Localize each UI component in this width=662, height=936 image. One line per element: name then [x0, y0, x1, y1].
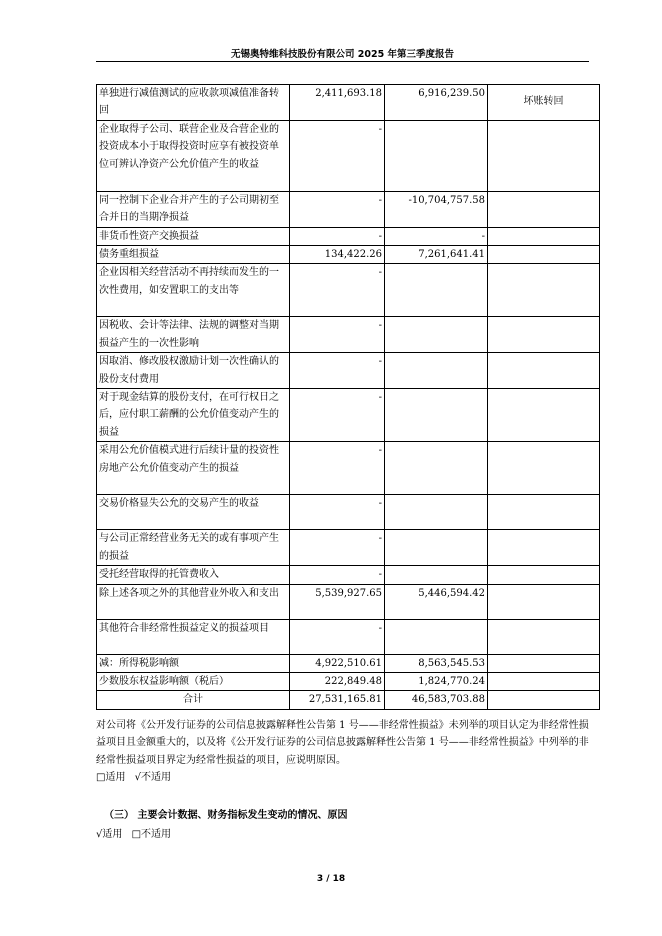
table-row: [97, 584, 600, 619]
table-row: [97, 246, 600, 264]
table-row: [97, 389, 600, 442]
row-note: 坏账转回: [523, 96, 564, 107]
row-note: [488, 495, 600, 530]
row-note: [488, 619, 600, 654]
row-note: [488, 191, 600, 227]
ytd-value: [385, 317, 488, 353]
table-row: [97, 619, 600, 654]
row-note: [488, 691, 600, 709]
applicable-option: √适用: [96, 829, 123, 840]
ytd-value: [385, 566, 488, 584]
page-number: 3 / 18: [316, 874, 346, 884]
current-period-value: -: [290, 120, 385, 191]
row-label: 企业取得子公司、联营企业及合营企业的投资成本小于取得投资时应享有被投资单位可辨认净资产公允价值产生的收益: [97, 120, 290, 191]
ytd-value: 1,824,770.24: [385, 672, 488, 690]
header-rule: [96, 61, 589, 62]
report-header: 无锡奥特维科技股份有限公司 2025 年第三季度报告: [230, 49, 455, 60]
ytd-value: [385, 389, 488, 442]
row-label: 交易价格显失公允的交易产生的收益: [97, 495, 290, 530]
row-label: 与公司正常经营业务无关的或有事项产生的损益: [97, 530, 290, 566]
ytd-value: 5,446,594.42: [385, 584, 488, 619]
table-row: [97, 530, 600, 566]
table-row: [97, 85, 600, 121]
row-note: [488, 584, 600, 619]
row-note: [488, 264, 600, 317]
ytd-value: 8,563,545.53: [385, 654, 488, 672]
current-period-value: -: [290, 227, 385, 245]
explanation-text: 对公司将《公开发行证券的公司信息披露解释性公告第 1 号——非经常性损益》未列举的项目认定为非经常性损益项目且金额重大的，以及将《公开发行证券的公司信息披露解释性公告第 1 号——非经常性损益》中列举的非经常性损益项目界定为经常性损益的项目，应说明原因。: [96, 720, 589, 766]
row-label: 少数股东权益影响额（税后）: [97, 672, 290, 690]
row-note: [488, 353, 600, 389]
row-note: [488, 672, 600, 690]
ytd-total: 46,583,703.88: [385, 691, 488, 709]
current-period-value: -: [290, 317, 385, 353]
ytd-value: [385, 530, 488, 566]
table-row: [97, 227, 600, 245]
ytd-value: [385, 619, 488, 654]
row-note: [488, 227, 600, 245]
current-period-value: -: [290, 353, 385, 389]
non-recurring-gains-table: [96, 84, 600, 710]
section-heading: （三） 主要会计数据、财务指标发生变动的情况、原因: [104, 810, 348, 821]
row-label: 非货币性资产交换损益: [97, 227, 290, 245]
current-period-value: 222,849.48: [290, 672, 385, 690]
row-note: [488, 566, 600, 584]
section-applicability-options: [96, 826, 177, 843]
current-period-value: -: [290, 566, 385, 584]
table-total-row: [97, 691, 600, 709]
row-label: 企业因相关经营活动不再持续而发生的一次性费用，如安置职工的支出等: [97, 264, 290, 317]
table-row: [97, 672, 600, 690]
ytd-value: [385, 120, 488, 191]
table-row: [97, 264, 600, 317]
row-label: 其他符合非经常性损益定义的损益项目: [97, 619, 290, 654]
current-period-value: -: [290, 530, 385, 566]
ytd-value: 6,916,239.50: [385, 85, 488, 121]
not-applicable-option: □不适用: [131, 829, 172, 840]
row-label: 受托经营取得的托管费收入: [97, 566, 290, 584]
table-row: [97, 566, 600, 584]
row-note: [488, 246, 600, 264]
row-label: 因取消、修改股权激励计划一次性确认的股份支付费用: [97, 353, 290, 389]
row-note: [488, 654, 600, 672]
row-note: [488, 389, 600, 442]
current-period-value: 4,922,510.61: [290, 654, 385, 672]
table-row: [97, 191, 600, 227]
row-note: [488, 442, 600, 495]
table-row: [97, 353, 600, 389]
ytd-value: [385, 264, 488, 317]
ytd-value: -10,704,757.58: [385, 191, 488, 227]
applicable-option: □适用: [96, 772, 126, 784]
row-label: 除上述各项之外的其他营业外收入和支出: [97, 584, 290, 619]
ytd-value: 7,261,641.41: [385, 246, 488, 264]
table-row: [97, 495, 600, 530]
row-label: 单独进行减值测试的应收款项减值准备转回: [97, 85, 290, 121]
ytd-value: [385, 442, 488, 495]
total-label: 合计: [97, 691, 290, 709]
row-label: 采用公允价值模式进行后续计量的投资性房地产公允价值变动产生的损益: [97, 442, 290, 495]
row-label: 减：所得税影响额: [97, 654, 290, 672]
current-period-value: -: [290, 264, 385, 317]
applicability-options: [96, 769, 596, 786]
current-period-value: -: [290, 442, 385, 495]
row-label: 对于现金结算的股份支付，在可行权日之后，应付职工薪酬的公允价值变动产生的损益: [97, 389, 290, 442]
row-note: [488, 530, 600, 566]
table-row: [97, 120, 600, 191]
row-label: 债务重组损益: [97, 246, 290, 264]
ytd-value: [385, 353, 488, 389]
current-period-value: -: [290, 619, 385, 654]
current-period-value: -: [290, 495, 385, 530]
current-period-value: 5,539,927.65: [290, 584, 385, 619]
current-period-value: 2,411,693.18: [290, 85, 385, 121]
current-period-total: 27,531,165.81: [290, 691, 385, 709]
current-period-value: 134,422.26: [290, 246, 385, 264]
not-applicable-option: √不适用: [134, 772, 172, 784]
row-label: 同一控制下企业合并产生的子公司期初至合并日的当期净损益: [97, 191, 290, 227]
ytd-value: -: [385, 227, 488, 245]
row-note: [488, 317, 600, 353]
ytd-value: [385, 495, 488, 530]
row-note: [488, 120, 600, 191]
current-period-value: -: [290, 191, 385, 227]
table-row: [97, 442, 600, 495]
current-period-value: -: [290, 389, 385, 442]
explanation-paragraph: [96, 717, 596, 787]
row-label: 因税收、会计等法律、法规的调整对当期损益产生的一次性影响: [97, 317, 290, 353]
table-row: [97, 654, 600, 672]
table-row: [97, 317, 600, 353]
